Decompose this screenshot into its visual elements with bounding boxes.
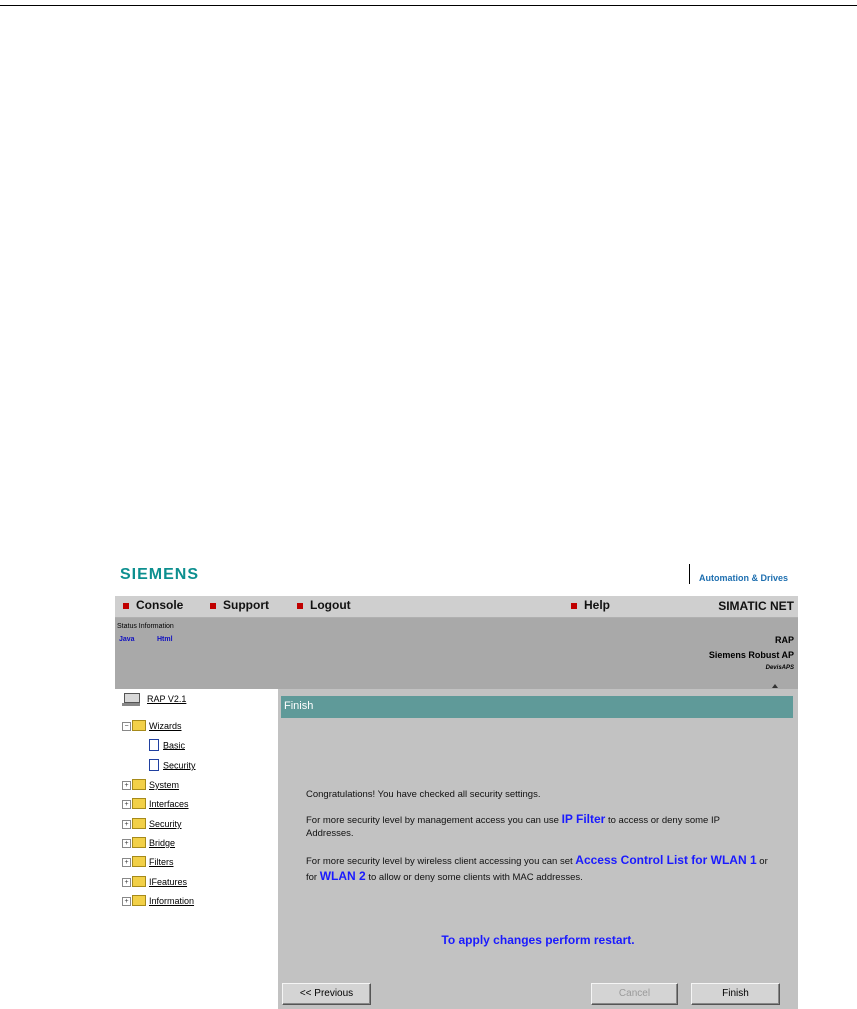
menu-bar <box>115 596 798 618</box>
screenshot-frame <box>115 560 798 1009</box>
section-title: Finish <box>284 700 314 712</box>
collapse-arrow-icon[interactable] <box>772 684 778 688</box>
tree-item-information[interactable]: + Information <box>122 896 194 910</box>
expand-icon[interactable]: + <box>122 781 131 790</box>
tree-item-filters[interactable]: + Filters <box>122 857 174 871</box>
folder-icon <box>132 876 146 887</box>
folder-icon <box>132 818 146 829</box>
tree-item-bridge[interactable]: + Bridge <box>122 838 175 852</box>
acl-wlan1-link[interactable]: Access Control List for WLAN 1 <box>575 853 757 867</box>
bullet-icon <box>571 603 577 609</box>
navigation-tree <box>115 689 278 1009</box>
expand-icon[interactable]: + <box>122 839 131 848</box>
acl-message: For more security level by wireless client accessing you can set Access Control List for WLAN 1 or for WLAN 2 to allow or deny some clients with MAC addresses. <box>306 853 768 883</box>
menu-help[interactable]: Help <box>571 598 610 612</box>
folder-icon <box>132 779 146 790</box>
folder-icon <box>132 837 146 848</box>
status-bar <box>115 618 798 689</box>
wlan2-link[interactable]: WLAN 2 <box>319 869 366 883</box>
finish-button[interactable]: Finish <box>691 983 780 1005</box>
page-icon <box>149 739 159 751</box>
status-link-java[interactable]: Java <box>119 636 135 643</box>
folder-icon <box>132 798 146 809</box>
main-panel <box>278 689 798 1009</box>
tree-item-basic[interactable]: Basic <box>149 740 185 754</box>
tree-root[interactable]: RAP V2.1 <box>122 693 186 707</box>
bullet-icon <box>297 603 303 609</box>
page-icon <box>149 759 159 771</box>
header-tagline: Automation & Drives <box>699 573 789 583</box>
menu-console[interactable]: Console <box>123 598 183 612</box>
previous-button[interactable]: << Previous <box>282 983 371 1005</box>
cancel-button[interactable]: Cancel <box>591 983 678 1005</box>
menu-support[interactable]: Support <box>210 598 269 612</box>
status-link-html[interactable]: Html <box>157 636 173 643</box>
folder-icon <box>132 895 146 906</box>
menu-logout[interactable]: Logout <box>297 598 351 612</box>
ip-filter-message: For more security level by management access you can use IP Filter to access or deny some IP Addresses. <box>306 812 720 839</box>
expand-icon[interactable]: + <box>122 858 131 867</box>
expand-icon[interactable]: + <box>122 897 131 906</box>
expand-icon[interactable]: + <box>122 820 131 829</box>
computer-icon <box>122 693 140 706</box>
tree-item-wizards[interactable]: − Wizards <box>122 721 182 735</box>
tree-item-ifeatures[interactable]: + IFeatures <box>122 877 187 891</box>
siemens-logo: SIEMENS <box>120 566 200 583</box>
ip-filter-link[interactable]: IP Filter <box>561 812 606 826</box>
folder-icon <box>132 856 146 867</box>
section-header <box>281 696 793 718</box>
bullet-icon <box>123 603 129 609</box>
expand-icon[interactable]: + <box>122 800 131 809</box>
device-id: DevisAPS <box>765 665 794 671</box>
header-divider <box>689 564 690 584</box>
tree-item-security[interactable]: + Security <box>122 819 182 833</box>
device-model: Siemens Robust AP <box>708 650 794 660</box>
tree-item-system[interactable]: + System <box>122 780 179 794</box>
expand-icon[interactable]: + <box>122 878 131 887</box>
bullet-icon <box>210 603 216 609</box>
tree-item-wizard-security[interactable]: Security <box>149 760 196 774</box>
device-name: RAP <box>774 635 794 645</box>
tree-item-interfaces[interactable]: + Interfaces <box>122 799 189 813</box>
congrats-message: Congratulations! You have checked all security settings. <box>306 789 541 800</box>
collapse-icon[interactable]: − <box>122 722 131 731</box>
top-rule <box>0 5 857 6</box>
folder-open-icon <box>132 720 146 731</box>
status-title: Status Information <box>117 623 174 630</box>
apply-notice: To apply changes perform restart. <box>441 933 635 947</box>
simatic-net-label: SIMATIC NET <box>718 599 794 613</box>
